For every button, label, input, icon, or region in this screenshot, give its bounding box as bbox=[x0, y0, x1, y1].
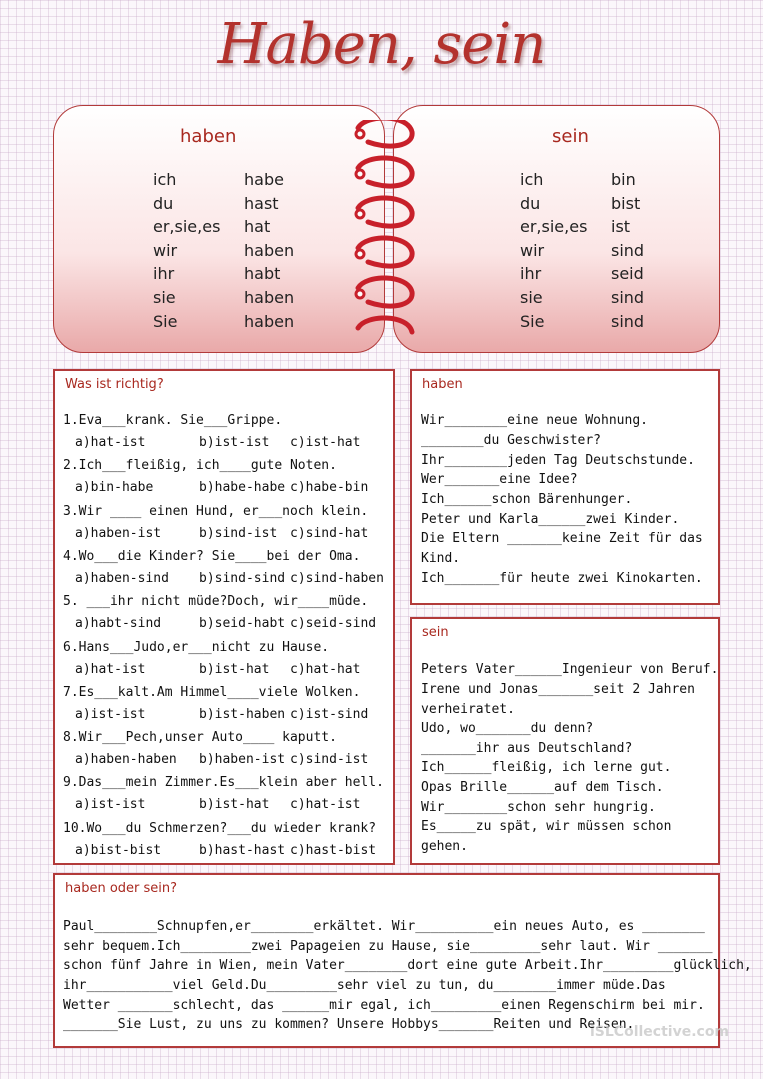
quiz-option-b[interactable]: b)ist-haben bbox=[199, 706, 286, 722]
quiz-question: 7.Es___kalt.Am Himmel____viele Wolken. bbox=[63, 684, 361, 700]
quiz-question: 2.Ich___fleißig, ich____gute Noten. bbox=[63, 458, 337, 474]
quiz-option-a[interactable]: a)hat-ist bbox=[75, 661, 146, 677]
exercise-line: schon fünf Jahre in Wien, mein Vater________dort eine gute Arbeit.Ihr_________glücklich, bbox=[63, 958, 752, 973]
quiz-option-c[interactable]: c)hast-bist bbox=[290, 842, 377, 858]
verb-form: sind bbox=[611, 287, 645, 307]
verb-form: sind bbox=[611, 240, 645, 260]
quiz-option-a[interactable]: a)ist-ist bbox=[75, 797, 146, 813]
quiz-option-a[interactable]: a)haben-haben bbox=[75, 752, 177, 768]
quiz-option-c[interactable]: c)sind-haben bbox=[290, 570, 384, 586]
exercise-line: Kind. bbox=[421, 551, 461, 566]
spiral-binding-icon bbox=[346, 120, 426, 335]
exercise-line: Udo, wo_______du denn? bbox=[421, 721, 594, 736]
exercise-line: Ich______schon Bärenhunger. bbox=[421, 492, 633, 507]
sein-exercise-heading: sein bbox=[422, 625, 449, 640]
haben-exercise-heading: haben bbox=[422, 377, 463, 392]
verb-form: sind bbox=[611, 311, 645, 331]
haben-exercise-box bbox=[410, 369, 720, 605]
haben-pronoun-column bbox=[153, 168, 220, 333]
verb-form: seid bbox=[611, 264, 644, 284]
pronoun: wir bbox=[520, 240, 545, 260]
page-title: Haben, sein bbox=[217, 12, 546, 77]
sein-conjugation-card bbox=[393, 105, 720, 353]
quiz-question: 6.Hans___Judo,er___nicht zu Hause. bbox=[63, 639, 330, 655]
exercise-line: Irene und Jonas_______seit 2 Jahren bbox=[421, 682, 695, 697]
quiz-question: 1.Eva___krank. Sie___Grippe. bbox=[63, 413, 283, 428]
pronoun: wir bbox=[153, 240, 178, 260]
quiz-option-b[interactable]: b)habe-habe bbox=[199, 480, 286, 496]
quiz-option-b[interactable]: b)seid-habt bbox=[199, 616, 286, 632]
quiz-question: 8.Wir___Pech,unser Auto____ kaputt. bbox=[63, 730, 337, 746]
pronoun: ich bbox=[153, 170, 177, 189]
sein-pronoun-column bbox=[520, 168, 587, 333]
quiz-option-a[interactable]: a)haben-sind bbox=[75, 570, 169, 586]
pronoun: er,sie,es bbox=[520, 217, 588, 237]
mixed-exercise-heading: haben oder sein? bbox=[65, 881, 178, 896]
haben-card-heading: haben bbox=[180, 126, 237, 147]
exercise-line: Wir________schon sehr hungrig. bbox=[421, 800, 656, 815]
exercise-line: Wir________eine neue Wohnung. bbox=[421, 413, 648, 428]
verb-form: haben bbox=[244, 240, 295, 260]
watermark: iSLCollective.com bbox=[590, 1024, 730, 1040]
quiz-option-c[interactable]: c)hat-ist bbox=[290, 797, 361, 813]
verb-form: hast bbox=[244, 193, 279, 213]
exercise-line: Ich______fleißig, ich lerne gut. bbox=[421, 760, 672, 775]
exercise-line: Peters Vater______Ingenieur von Beruf. bbox=[421, 662, 719, 677]
quiz-option-c[interactable]: c)hat-hat bbox=[290, 661, 361, 677]
exercise-line: Peter und Karla______zwei Kinder. bbox=[421, 512, 680, 527]
haben-conjugation-card bbox=[53, 105, 385, 353]
pronoun: Sie bbox=[153, 311, 178, 331]
quiz-option-a[interactable]: a)haben-ist bbox=[75, 525, 162, 541]
mixed-exercise-box bbox=[53, 873, 752, 1048]
quiz-option-b[interactable]: b)sind-ist bbox=[199, 525, 278, 541]
verb-form: ist bbox=[611, 217, 631, 237]
pronoun: du bbox=[520, 193, 541, 213]
quiz-option-a[interactable]: a)habt-sind bbox=[75, 616, 162, 632]
exercise-line: ihr___________viel Geld.Du_________sehr viel zu tun, du________immer müde.Das bbox=[63, 978, 666, 993]
quiz-option-b[interactable]: b)ist-ist bbox=[199, 435, 270, 450]
exercise-line: _______Sie Lust, zu uns zu kommen? Unsere Hobbys_______Reiten und Reisen. bbox=[63, 1017, 635, 1032]
pronoun: er,sie,es bbox=[153, 217, 221, 237]
verb-form: bin bbox=[611, 170, 636, 189]
exercise-line: Ich_______für heute zwei Kinokarten. bbox=[421, 571, 703, 586]
quiz-box bbox=[53, 369, 395, 865]
quiz-option-c[interactable]: c)seid-sind bbox=[290, 616, 377, 632]
haben-form-column bbox=[244, 168, 294, 333]
verb-form: bist bbox=[611, 193, 641, 213]
quiz-option-b[interactable]: b)ist-hat bbox=[199, 797, 270, 813]
pronoun: sie bbox=[153, 287, 176, 307]
exercise-line: gehen. bbox=[421, 839, 468, 854]
sein-exercise-box bbox=[410, 617, 720, 865]
quiz-question: 5. ___ihr nicht müde?Doch, wir____müde. bbox=[63, 594, 369, 610]
pronoun: ihr bbox=[520, 264, 542, 284]
pronoun: ihr bbox=[153, 264, 175, 284]
verb-form: habt bbox=[244, 264, 281, 284]
exercise-line: ________du Geschwister? bbox=[421, 433, 602, 448]
exercise-line: Es_____zu spät, wir müssen schon bbox=[421, 819, 672, 834]
quiz-option-a[interactable]: a)bist-bist bbox=[75, 842, 162, 858]
quiz-question: 4.Wo___die Kinder? Sie____bei der Oma. bbox=[63, 548, 361, 564]
pronoun: Sie bbox=[520, 311, 545, 331]
quiz-option-c[interactable]: c)sind-ist bbox=[290, 752, 369, 768]
quiz-option-b[interactable]: b)haben-ist bbox=[199, 752, 286, 768]
pronoun: sie bbox=[520, 287, 543, 307]
quiz-option-c[interactable]: c)ist-sind bbox=[290, 706, 369, 722]
exercise-line: _______ihr aus Deutschland? bbox=[421, 741, 633, 756]
verb-form: haben bbox=[244, 287, 295, 307]
quiz-option-c[interactable]: c)ist-hat bbox=[290, 435, 361, 450]
exercise-line: verheiratet. bbox=[421, 702, 515, 717]
quiz-option-a[interactable]: a)hat-ist bbox=[75, 435, 146, 450]
quiz-option-b[interactable]: b)hast-hast bbox=[199, 842, 286, 858]
quiz-option-c[interactable]: c)habe-bin bbox=[290, 480, 369, 496]
quiz-option-b[interactable]: b)ist-hat bbox=[199, 661, 270, 677]
quiz-option-c[interactable]: c)sind-hat bbox=[290, 525, 369, 541]
verb-form: hat bbox=[244, 217, 271, 237]
exercise-line: Wetter _______schlecht, das ______mir egal, ich_________einen Regenschirm bei mir. bbox=[63, 998, 705, 1013]
exercise-line: Ihr________jeden Tag Deutschstunde. bbox=[421, 453, 695, 468]
exercise-line: Paul________Schnupfen,er________erkältet. Wir__________ein neues Auto, es ________ bbox=[63, 919, 705, 934]
quiz-question: 9.Das___mein Zimmer.Es___klein aber hell. bbox=[63, 775, 384, 791]
quiz-question: 3.Wir ____ einen Hund, er___noch klein. bbox=[63, 503, 369, 519]
pronoun: ich bbox=[520, 170, 544, 189]
sein-card-heading: sein bbox=[552, 126, 589, 147]
quiz-heading: Was ist richtig? bbox=[65, 377, 164, 392]
verb-form: haben bbox=[244, 311, 295, 331]
quiz-question: 10.Wo___du Schmerzen?___du wieder krank? bbox=[63, 820, 377, 836]
sein-form-column bbox=[611, 168, 644, 333]
pronoun: du bbox=[153, 193, 174, 213]
exercise-line: sehr bequem.Ich_________zwei Papageien zu Hause, sie_________sehr laut. Wir _______ bbox=[63, 939, 713, 954]
exercise-line: Die Eltern _______keine Zeit für das bbox=[421, 531, 703, 546]
exercise-line: Opas Brille______auf dem Tisch. bbox=[421, 780, 664, 795]
exercise-line: Wer_______eine Idee? bbox=[421, 472, 578, 487]
quiz-option-a[interactable]: a)bin-habe bbox=[75, 480, 154, 496]
verb-form: habe bbox=[244, 170, 284, 189]
quiz-option-a[interactable]: a)ist-ist bbox=[75, 706, 146, 722]
quiz-option-b[interactable]: b)sind-sind bbox=[199, 570, 286, 586]
